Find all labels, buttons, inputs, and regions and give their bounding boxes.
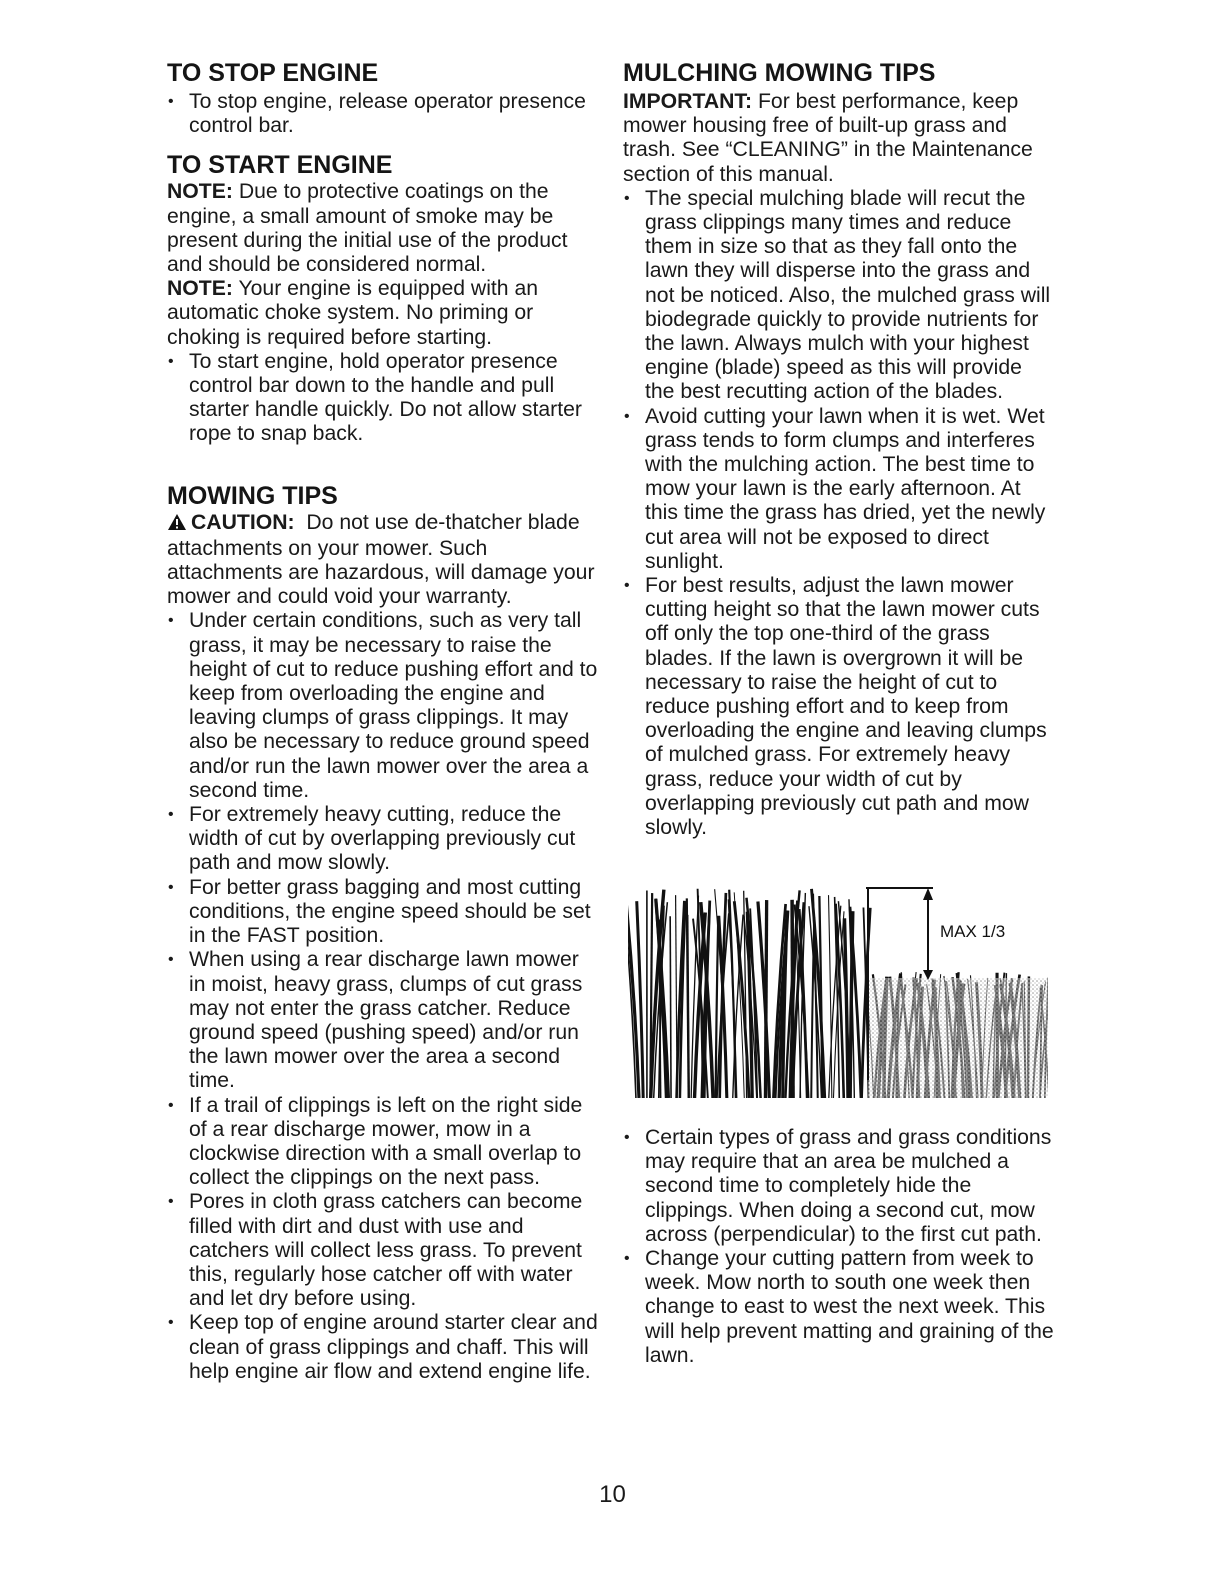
caution-paragraph <box>167 511 599 610</box>
list-item: • To stop engine, release operator presence control bar. <box>167 90 599 138</box>
list-item: • For extremely heavy cutting, reduce the width of cut by overlapping previously cut path and mow slowly. <box>167 803 599 876</box>
grass-blade <box>676 895 677 1098</box>
grass-blade <box>687 915 688 1098</box>
right-column <box>623 58 1055 840</box>
mulching-tips-heading: MULCHING MOWING TIPS <box>623 59 936 87</box>
list-item: • For best results, adjust the lawn mower cutting height so that the lawn mower cuts off only the top one-third of the grass blades. If the lawn is overgrown it will be necessary to raise the height of cut to reduce pushing effort and to keep from overloading the engine and leaving clumps of mulched grass. For extremely heavy grass, reduce your width of cut by overlapping previously cut path and mow slowly. <box>623 574 1055 840</box>
grass-blade <box>792 900 793 1098</box>
right-column-lower <box>623 1126 1055 1368</box>
list-item: • Under certain conditions, such as very tall grass, it may be necessary to raise the height of cut to reduce pushing effort and to keep from overloading the engine and leaving clumps of grass clippings. It may also be necessary to reduce ground speed and/or run the lawn mower over the area a second time. <box>167 609 599 803</box>
warning-icon <box>167 513 187 537</box>
mulching-tips-list-continued <box>623 1126 1055 1368</box>
list-item: • Pores in cloth grass catchers can become filled with dirt and dust with use and catchers will collect less grass. To prevent this, regularly hose catcher off with water and let dry before using. <box>167 1190 599 1311</box>
stop-engine-heading: TO STOP ENGINE <box>167 59 379 87</box>
list-item: • When using a rear discharge lawn mower in moist, heavy grass, clumps of cut grass may not enter the grass catcher. Reduce ground speed (pushing speed) and/or run the lawn mower over the area a second time. <box>167 948 599 1093</box>
note-text: Due to protective coatings on the engine, a small amount of smoke may be present during the initial use of the product and should be considered normal. <box>167 180 568 277</box>
important-text: For best performance, keep mower housing free of built-up grass and trash. See “CLEANING” in the Maintenance section of this manual. <box>623 90 1033 186</box>
note-label: NOTE: <box>167 277 233 301</box>
grass-height-illustration <box>628 880 1048 1098</box>
list-item: • Certain types of grass and grass conditions may require that an area be mulched a second time to completely hide the clippings. When doing a second cut, mow across (perpendicular) to the first cut path. <box>623 1126 1055 1247</box>
list-item: • For better grass bagging and most cutting conditions, the engine speed should be set in the FAST position. <box>167 876 599 949</box>
note-paragraph <box>167 180 599 277</box>
stop-engine-list <box>167 90 599 138</box>
important-label: IMPORTANT: <box>623 90 753 113</box>
caution-text: Do not use de-thatcher blade attachments on your mower. Such attachments are hazardous, will damage your mower and could void your warranty. <box>167 510 595 609</box>
page-number: 10 <box>599 1481 626 1508</box>
note-paragraph <box>167 277 599 350</box>
list-item: • Avoid cutting your lawn when it is wet. Wet grass tends to form clumps and interferes with the mulching action. The best time to mow your lawn is the early afternoon. At this time the grass has dried, yet the newly cut area will not be exposed to direct sunlight. <box>623 405 1055 574</box>
grass-blade <box>670 916 671 1098</box>
cut-grass-shading <box>868 978 1048 1098</box>
height-arrow <box>923 888 933 980</box>
note-label: NOTE: <box>167 180 233 204</box>
note-text: Your engine is equipped with an automatic choke system. No priming or choking is required before starting. <box>167 277 539 349</box>
mulching-tips-list <box>623 187 1055 840</box>
list-item: • Keep top of engine around starter clear and clean of grass clippings and chaff. This will help engine air flow and extend engine life. <box>167 1311 599 1384</box>
list-item: • The special mulching blade will recut the grass clippings many times and reduce them in size so that as they fall onto the lawn they will disperse into the grass and not be noticed. Also, the mulched grass will biodegrade quickly to provide nutrients for the lawn. Always mulch with your highest engine (blade) speed as this will provide the best recutting action of the blades. <box>623 187 1055 405</box>
mowing-tips-list <box>167 609 599 1384</box>
list-item: • To start engine, hold operator presence control bar down to the handle and pull starter handle quickly. Do not allow starter rope to snap back. <box>167 350 599 447</box>
list-item: • Change your cutting pattern from week to week. Mow north to south one week then change to east to west the next week. This will help prevent matting and graining of the lawn. <box>623 1247 1055 1368</box>
grass-blade <box>728 899 736 1098</box>
grass-drawing <box>628 880 1048 1098</box>
important-paragraph <box>623 90 1055 187</box>
max-one-third-label: MAX 1/3 <box>940 922 1006 941</box>
mowing-tips-heading: MOWING TIPS <box>167 481 338 510</box>
list-item: • If a trail of clippings is left on the right side of a rear discharge mower, mow in a clockwise direction with a small overlap to collect the clippings on the next pass. <box>167 1094 599 1191</box>
tall-grass-blades <box>628 889 870 1098</box>
left-column <box>167 58 599 1384</box>
start-engine-heading: TO START ENGINE <box>167 151 393 180</box>
caution-label: CAUTION: <box>191 510 295 534</box>
start-engine-list <box>167 350 599 447</box>
